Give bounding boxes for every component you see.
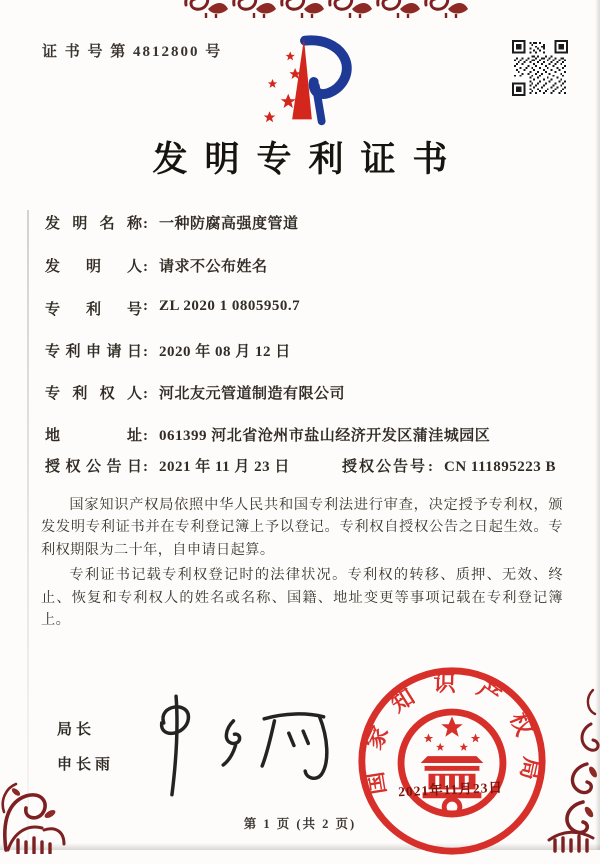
body-paragraph-2: 专利证书记载专利权登记时的法律状况。专利权的转移、质押、无效、终止、恢复和专利权人的姓名或名称、国籍、地址变更等事项记载在专利登记簿上。 (41, 567, 563, 629)
corner-ornament-bottom-left (0, 752, 80, 854)
field-colon: : (143, 386, 148, 402)
page-title: 发明专利证书 (152, 140, 465, 179)
field-value: 061399 河北省沧州市盐山经济开发区蒲洼城园区 (159, 428, 491, 444)
field-colon: : (143, 259, 148, 275)
field-label: 专利申请日 (45, 344, 142, 360)
field-colon: : (143, 459, 148, 475)
field-grant-row (45, 455, 557, 476)
top-border-ornament (182, 0, 474, 19)
field-colon: : (143, 344, 148, 360)
field-colon: : (428, 459, 434, 475)
field-value: 请求不公布姓名 (159, 259, 268, 275)
field-patent-number (45, 298, 300, 319)
field-address (45, 424, 490, 445)
signature-name: 申长雨 (57, 757, 115, 773)
field-value: 2020 年 08 月 12 日 (159, 344, 291, 360)
field-label: 地址 (45, 428, 142, 444)
field-colon: : (143, 298, 148, 314)
field-colon: : (143, 428, 148, 444)
field-invention-name (45, 212, 299, 233)
field-value: 河北友元管道制造有限公司 (159, 386, 346, 402)
page-footer: 第 1 页 (共 2 页) (243, 817, 357, 831)
cnipa-logo-icon (243, 34, 361, 126)
field-label: 发明名称 (45, 216, 142, 232)
field-patentee (45, 382, 345, 403)
signature-title: 局长 (57, 722, 96, 738)
field-label: 发明人 (45, 259, 142, 275)
field-colon: : (143, 216, 148, 232)
field-label: 专利权人 (45, 386, 142, 402)
field-label: 授权公告号 (342, 459, 428, 475)
field-value: CN 111895223 B (444, 459, 557, 475)
field-value: 一种防腐高强度管道 (159, 216, 299, 232)
signature-handwriting (133, 692, 338, 800)
seal-date: 2021年11月23日 (397, 779, 504, 800)
body-paragraph-1: 国家知识产权局依照中华人民共和国专利法进行审查，决定授予专利权，颁发发明专利证书并在专利登记簿上予以登记。专利权自授权公告之日起生效。专利权期限为二十年，自申请日起算。 (41, 497, 563, 558)
legal-text (41, 494, 563, 634)
grant-date (45, 459, 290, 475)
field-label: 授权公告日 (45, 459, 142, 475)
field-label: 专利号 (45, 302, 142, 318)
field-inventor (45, 255, 268, 276)
qr-code (512, 40, 568, 96)
svg-text:国家知识产权局: 国家知识产权局 (359, 670, 545, 801)
grant-number (342, 455, 556, 476)
certificate-number: 证 书 号 第 4812800 号 (42, 44, 223, 60)
field-filing-date (45, 340, 291, 361)
field-value: ZL 2020 1 0805950.7 (159, 298, 301, 314)
field-value: 2021 年 11 月 23 日 (159, 459, 290, 475)
